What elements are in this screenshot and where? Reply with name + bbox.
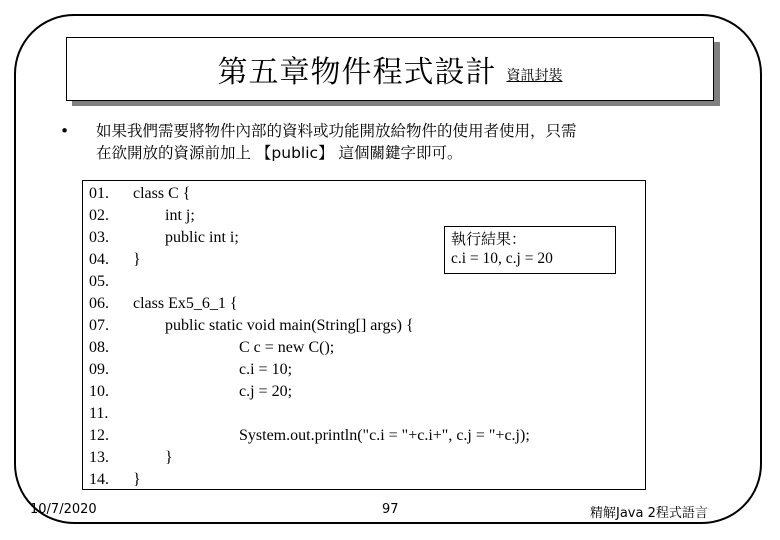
- line-number: 04.: [89, 251, 109, 268]
- code-line: [89, 469, 141, 491]
- code-line: [89, 227, 239, 249]
- title-box: [66, 37, 714, 101]
- line-number: 14.: [89, 471, 109, 488]
- code-line: [89, 425, 530, 447]
- line-number: 11.: [89, 405, 109, 422]
- code-line: [89, 403, 133, 425]
- line-number: 02.: [89, 207, 109, 224]
- code-line: [89, 271, 133, 293]
- code-text: public int i;: [165, 229, 239, 246]
- line-number: 06.: [89, 295, 109, 312]
- line-number: 13.: [89, 449, 109, 466]
- code-text: int j;: [165, 207, 195, 224]
- code-text: c.i = 10;: [239, 361, 293, 378]
- code-text: class C {: [133, 185, 191, 202]
- bullet-icon: •: [60, 122, 70, 140]
- line-number: 12.: [89, 427, 109, 444]
- result-title: 執行結果：: [451, 230, 527, 248]
- code-text: c.j = 20;: [239, 383, 293, 400]
- line-number: 09.: [89, 361, 109, 378]
- code-text: }: [133, 471, 141, 488]
- code-line: [89, 381, 292, 403]
- code-line: [89, 359, 292, 381]
- code-text: }: [165, 449, 173, 466]
- line-number: 08.: [89, 339, 109, 356]
- page-title: 第五章物件程式設計: [217, 55, 497, 90]
- code-text: public static void main(String[] args) {: [165, 317, 414, 334]
- footer-book-title: 精解Java 2程式語言: [590, 506, 708, 521]
- line-number: 07.: [89, 317, 109, 334]
- code-line: [89, 337, 334, 359]
- code-text: }: [133, 251, 141, 268]
- bullet-text: 如果我們需要將物件內部的資料或功能開放給物件的使用者使用，只需 在欲開放的資源前加上 【public】 這個關鍵字即可。: [96, 122, 577, 162]
- code-line: [89, 315, 414, 337]
- code-line: [89, 249, 141, 271]
- footer-date: 10/7/2020: [30, 502, 97, 517]
- bullet-point: [56, 120, 736, 164]
- code-line: [89, 205, 195, 227]
- line-number: 01.: [89, 185, 109, 202]
- result-box: [444, 226, 616, 274]
- footer-page-number: 97: [382, 502, 399, 517]
- code-line: [89, 183, 190, 205]
- code-line: [89, 293, 238, 315]
- code-line: [89, 447, 173, 469]
- line-number: 05.: [89, 273, 109, 290]
- code-text: System.out.println("c.i = "+c.i+", c.j = "+c.j);: [239, 427, 530, 444]
- result-value: c.i = 10, c.j = 20: [451, 250, 553, 267]
- page-subtitle: 資訊封裝: [506, 68, 563, 84]
- code-text: C c = new C();: [239, 339, 335, 356]
- line-number: 03.: [89, 229, 109, 246]
- line-number: 10.: [89, 383, 109, 400]
- code-text: class Ex5_6_1 {: [133, 295, 238, 312]
